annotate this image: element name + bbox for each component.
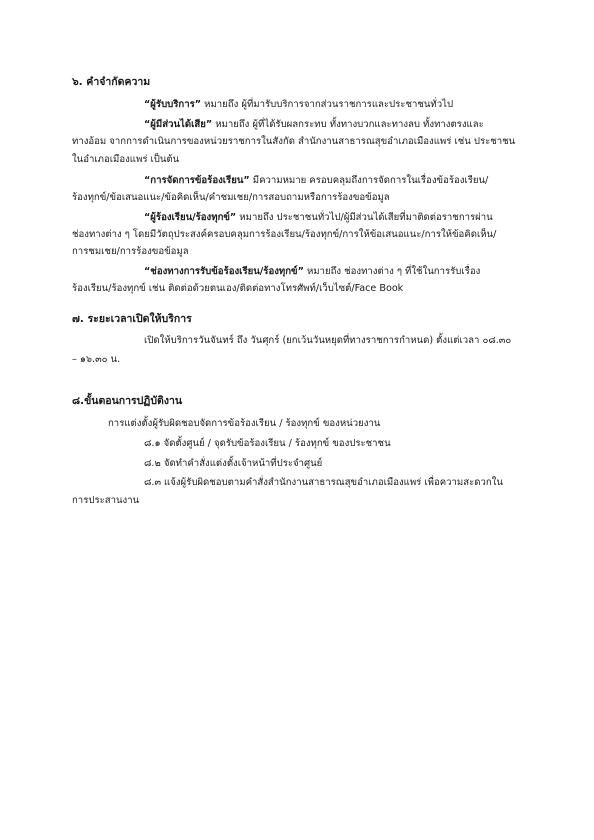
section-8-heading: ๘.ขั้นตอนการปฏิบัติงาน xyxy=(72,395,183,407)
definition-line-8: ช่องทางต่าง ๆ โดยมีวัตถุประสงค์ครอบคลุมการร้องเรียน/ร้องทุกข์/การให้ข้อเสนอแนะ/การให้ข้อคิดเห็น/ xyxy=(72,229,497,240)
procedure-intro: การแต่งตั้งผู้รับผิดชอบจัดการข้อร้องเรียน / ร้องทุกข์ ของหน่วยงาน xyxy=(108,418,381,429)
definition-line-10: “ช่องทางการรับข้อร้องเรียน/ร้องทุกข์” หมายถึง ช่องทางต่าง ๆ ที่ใช้ในการรับเรื่อง xyxy=(144,266,481,277)
service-hours-line-1: เปิดให้บริการวันจันทร์ ถึง วันศุกร์ (ยกเว้นวันหยุดที่ทางราชการกำหนด) ตั้งแต่เวลา ๐๘.๓๐ xyxy=(144,335,512,346)
section-6-heading: ๖. คำจำกัดความ xyxy=(72,76,151,88)
definition-line-4: ในอำเภอเมืองแพร่ เป็นต้น xyxy=(72,154,180,165)
definition-line-9: การชมเชย/การร้องขอข้อมูล xyxy=(72,246,189,257)
definition-line-1: “ผู้รับบริการ” หมายถึง ผู้ที่มารับบริการจากส่วนราชการและประชาชนทั่วไป xyxy=(144,99,454,110)
procedure-step-1: ๘.๑ จัดตั้งศูนย์ / จุดรับข้อร้องเรียน / ร้องทุกข์ ของประชาชน xyxy=(144,438,391,449)
definition-line-7: “ผู้ร้องเรียน/ร้องทุกข์” หมายถึง ประชาชนทั่วไป/ผู้มีส่วนได้เสียที่มาติดต่อราชการผ่าน xyxy=(144,212,493,223)
service-hours-line-2: – ๑๖.๓๐ น. xyxy=(72,354,121,365)
procedure-step-3-continuation: การประสานงาน xyxy=(72,495,140,506)
definition-line-6: ร้องทุกข์/ข้อเสนอแนะ/ข้อคิดเห็น/คำชมเชย/การสอบถามหรือการร้องขอข้อมูล xyxy=(72,192,390,203)
procedure-step-2: ๘.๒ จัดทำคำสั่งแต่งตั้งเจ้าหน้าที่ประจำศูนย์ xyxy=(144,458,323,469)
definition-line-3: ทางอ้อม จากการดำเนินการของหน่วยราชการในสังกัด สำนักงานสาธารณสุขอำเภอเมืองแพร่ เช่น ประชาชน xyxy=(72,136,516,147)
procedure-step-3: ๘.๓ แจ้งผู้รับผิดชอบตามคำสั่งสำนักงานสาธารณสุขอำเภอเมืองแพร่ เพื่อความสะดวกใน xyxy=(144,477,503,488)
definition-line-5: “การจัดการข้อร้องเรียน” มีความหมาย ครอบคลุมถึงการจัดการในเรื่องข้อร้องเรียน/ xyxy=(144,175,489,186)
definition-line-11: ร้องเรียน/ร้องทุกข์ เช่น ติดต่อด้วยตนเอง/ติดต่อทางโทรศัพท์/เว็บไซต์/Face Book xyxy=(72,283,404,294)
section-7-heading: ๗. ระยะเวลาเปิดให้บริการ xyxy=(72,313,192,325)
definition-line-2: “ผู้มีส่วนได้เสีย” หมายถึง ผู้ที่ได้รับผลกระทบ ทั้งทางบวกและทางลบ ทั้งทางตรงและ xyxy=(144,119,484,130)
